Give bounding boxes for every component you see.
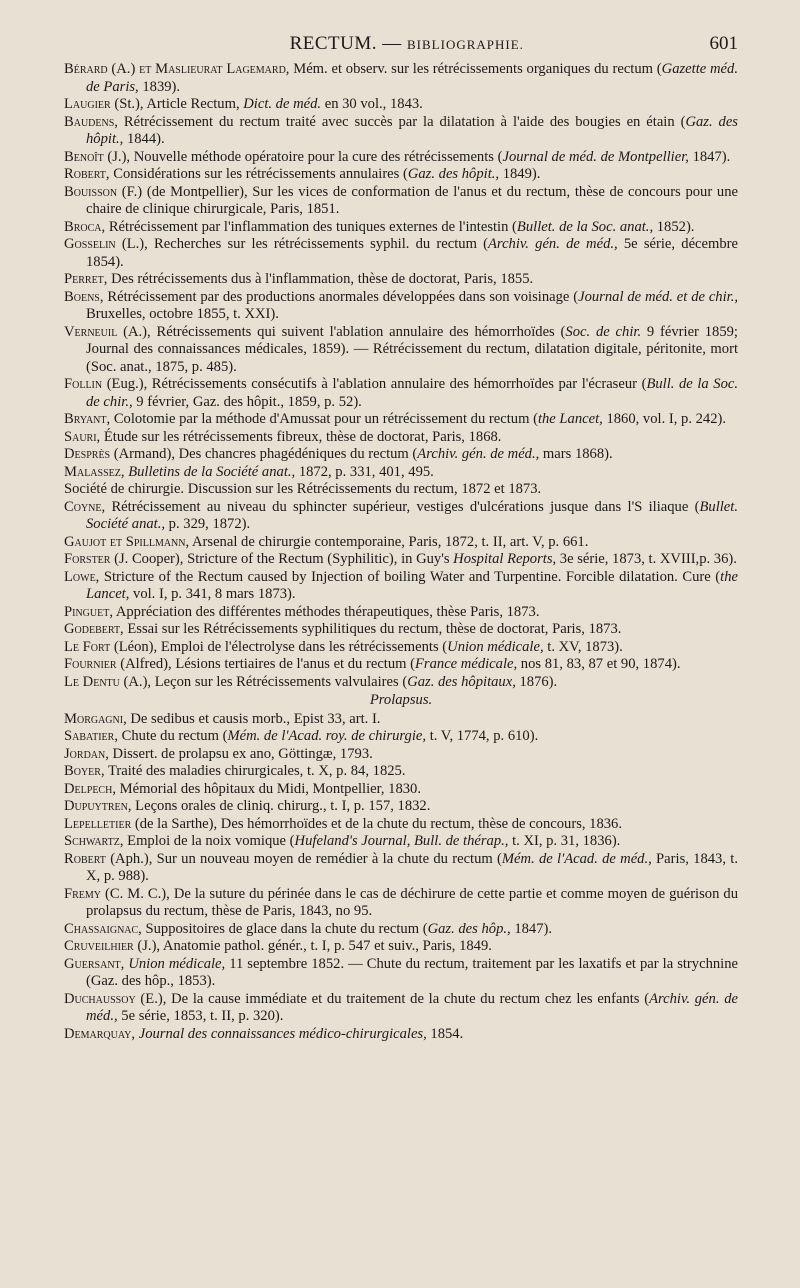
bibliography-entry	[64, 429, 738, 447]
entry-text: Rétrécissement par l'inflammation des tuniques externes de l'intestin (	[105, 218, 517, 235]
entry-text: 1849).	[499, 166, 541, 182]
entry-author: Broca,	[64, 218, 106, 235]
bibliography-entry	[64, 219, 738, 237]
entry-text: Bruxelles, octobre 1855, t. XXI).	[86, 306, 279, 322]
bibliography-entry	[64, 746, 738, 764]
entry-text: (L.), Recherches sur les rétrécissements syphil. du rectum (	[115, 236, 489, 252]
entry-author: Fremy	[64, 885, 102, 902]
entry-author: Chassaignac,	[64, 920, 142, 937]
entry-text: (Léon), Emploi de l'électrolyse dans les rétrécissements (	[110, 638, 448, 655]
entry-text: 1876).	[515, 673, 558, 690]
entry-text: 1844).	[123, 131, 165, 147]
entry-text: 3e série, 1873, t. XVIII,p. 36).	[556, 551, 737, 567]
entry-text: (de la Sarthe), Des hémorrhoïdes et de la chute du rectum, thèse de concours, 1836.	[131, 815, 623, 832]
entry-source: Union médicale,	[447, 638, 544, 655]
entry-text: Rétrécissement au niveau du sphincter supérieur, vestiges d'ulcérations jusque dans l'S iliaque (	[105, 498, 700, 515]
entry-text: Stricture of the Rectum caused by Injection of boiling Water and Turpentine. Forcible dilatation. Cure (	[99, 568, 721, 585]
entry-source: Archiv. gén. de méd.,	[86, 990, 738, 1024]
entry-author: Gaujot et Spillmann,	[64, 533, 190, 550]
entry-author: Godebert,	[64, 621, 124, 637]
bibliography-entry	[64, 411, 738, 429]
entry-source: France médicale,	[415, 656, 518, 672]
entry-author: Delpech,	[64, 780, 116, 797]
bibliography-entry	[64, 376, 738, 411]
bibliography-entry	[64, 639, 738, 657]
bibliography-entry	[64, 816, 738, 834]
entry-text: Appréciation des différentes méthodes thérapeutiques, thèse Paris, 1873.	[112, 603, 540, 620]
entry-text: Étude sur les rétrécissements fibreux, thèse de doctorat, Paris, 1868.	[100, 428, 502, 445]
entry-text: Rétrécissement par des productions anormales développées dans son voisinage (	[103, 288, 579, 305]
entry-text: (A.), Rétrécissements qui suivent l'ablation annulaire des hémorrhoïdes (	[117, 323, 566, 340]
entry-author: Forster	[64, 551, 111, 567]
entry-text: (A.), Leçon sur les Rétrécissements valvulaires (	[119, 673, 408, 690]
entry-text: Paris, 1843, t. X, p. 988).	[86, 850, 738, 884]
entry-author: Dupuytren,	[64, 798, 132, 814]
entry-author: Le Dentu	[64, 673, 120, 690]
entry-text: (Alfred), Lésions tertiaires de l'anus et du rectum (	[116, 656, 416, 672]
entry-text: vol. I, p. 341, 8 mars 1873).	[129, 586, 296, 602]
bibliography-entry	[64, 481, 738, 499]
entry-author: Guersant,	[64, 955, 125, 972]
entry-source: Mém. de l'Acad. de méd.,	[501, 850, 652, 867]
bibliography-entry	[64, 851, 738, 886]
entry-author: Bryant,	[64, 411, 111, 427]
entry-text: Considérations sur les rétrécissements annulaires (	[109, 166, 408, 182]
entry-author: Sauri,	[64, 428, 101, 445]
bibliography-entry	[64, 886, 738, 921]
entry-text: t. XV, 1873).	[543, 638, 623, 655]
entry-text: (C. M. C.), De la suture du périnée dans le cas de déchirure de cette partie et comme moyen de guérison du prolapsus du rectum, thèse de Paris, 1843, no 95.	[86, 885, 738, 919]
bibliography-entry	[64, 96, 738, 114]
entry-text: Suppositoires de glace dans la chute du rectum (	[141, 920, 428, 937]
entry-text: (F.) (de Montpellier), Sur les vices de conformation de l'anus et du rectum, thèse de concours pour une chaire de clinique chirurgicale, Paris, 1851.	[86, 183, 738, 217]
entry-text: 1847).	[688, 148, 731, 165]
bibliography-entry	[64, 674, 738, 692]
entry-author: Laugier	[64, 96, 111, 112]
entry-author: Bouisson	[64, 183, 118, 200]
page-number: 601	[709, 33, 738, 54]
entry-author: Coyne,	[64, 498, 106, 515]
entry-text: (Eug.), Rétrécissements consécutifs à l'ablation annulaire des hémorrhoïdes par l'écraseur (	[102, 376, 647, 392]
entry-source: Union médicale,	[128, 955, 226, 972]
bibliography-entry	[64, 464, 738, 482]
entry-author: Desprès	[64, 446, 111, 462]
entry-source: Dict. de méd.	[243, 96, 322, 112]
bibliography-entry	[64, 324, 738, 377]
bibliography-entry	[64, 236, 738, 271]
entry-source: Soc. de chir.	[565, 323, 642, 340]
entry-text: Des rétrécissements dus à l'inflammation, thèse de doctorat, Paris, 1855.	[107, 271, 534, 287]
entry-text: 9 février 1859; Journal des connaissances médicales, 1859). — Rétrécissement du rectum, dilatation digitale, péritonite, mort (Soc. anat., 1875, p. 485).	[86, 323, 738, 375]
entry-author: Jordan,	[64, 745, 109, 762]
entry-author: Robert,	[64, 166, 110, 182]
entry-text: Arsenal de chirurgie contemporaine, Paris, 1872, t. II, art. V, p. 661.	[189, 533, 589, 550]
entry-source: Archiv. gén. de méd.,	[488, 236, 618, 252]
entry-author: Lepelletier	[64, 815, 132, 832]
entry-source: Gaz. des hôp.,	[427, 920, 511, 937]
entry-text: p. 329, 1872).	[165, 516, 251, 532]
entry-text: Mém. et observ. sur les rétrécissements organiques du rectum (	[289, 61, 662, 77]
entry-source: Gaz. des hôpit.,	[407, 166, 500, 182]
entry-author: Lowe,	[64, 568, 100, 585]
entry-text: Dissert. de prolapsu ex ano, Göttingæ, 1793.	[108, 745, 373, 762]
bibliography-entry	[64, 184, 738, 219]
entry-source: Gaz. des hôpit.,	[86, 113, 738, 147]
entry-text: Traité des maladies chirurgicales, t. X, p. 84, 1825.	[104, 763, 406, 779]
bibliography-entry	[64, 921, 738, 939]
entry-author: Fournier	[64, 656, 117, 672]
entry-source: Hospital Reports,	[453, 551, 557, 567]
entry-text: 1839).	[138, 78, 181, 95]
entry-text: (J.), Nouvelle méthode opératoire pour la cure des rétrécissements (	[103, 148, 503, 165]
bibliography-entry	[64, 61, 738, 96]
entry-source: Archiv. gén. de méd.,	[417, 446, 540, 462]
entry-source: Mém. de l'Acad. roy. de chirurgie,	[227, 728, 427, 744]
entry-author: Perret,	[64, 271, 108, 287]
entry-text: 1847).	[510, 920, 553, 937]
bibliography-list-stricture	[64, 61, 738, 691]
entry-source: Bullet. Société anat.,	[86, 498, 738, 532]
bibliography-entry	[64, 938, 738, 956]
entry-text: 5e série, décembre 1854).	[86, 236, 738, 270]
entry-text: 1852).	[653, 218, 695, 235]
bibliography-entry	[64, 114, 738, 149]
entry-text: Rétrécissement du rectum traité avec succès par la dilatation à l'aide des bougies en étain (	[117, 113, 686, 130]
page-header	[64, 32, 738, 57]
entry-source: Journal de méd. de Montpellier,	[502, 148, 689, 165]
entry-author: Cruveilhier	[64, 938, 134, 954]
entry-author: Benoît	[64, 148, 104, 165]
entry-text: Colotomie par la méthode d'Amussat pour un rétrécissement du rectum (	[110, 411, 538, 427]
bibliography-entry	[64, 621, 738, 639]
bibliography-entry	[64, 166, 738, 184]
entry-author: Gosselin	[64, 236, 116, 252]
entry-author: Morgagni,	[64, 710, 127, 727]
entry-text: 9 février, Gaz. des hôpit., 1859, p. 52).	[132, 393, 362, 410]
entry-author: Demarquay,	[64, 1025, 136, 1042]
entry-text: 1860, vol. I, p. 242).	[602, 411, 727, 427]
bibliography-entry	[64, 446, 738, 464]
entry-text: 1854.	[426, 1025, 464, 1042]
entry-source: Journal de méd. et de chir.,	[578, 288, 739, 305]
entry-author: Pinguet,	[64, 603, 113, 620]
entry-text: t. XI, p. 31, 1836).	[508, 833, 621, 849]
running-title: RECTUM. — BIBLIOGRAPHIE.	[289, 33, 524, 54]
entry-text: Essai sur les Rétrécissements syphilitiques du rectum, thèse de doctorat, Paris, 1873.	[123, 621, 622, 637]
entry-author: Verneuil	[64, 323, 118, 340]
bibliography-list-prolapsus	[64, 711, 738, 1044]
entry-author: Boens,	[64, 288, 104, 305]
entry-author: Sabatier,	[64, 728, 118, 744]
entry-source: the Lancet,	[537, 411, 603, 427]
entry-author: Bérard (A.) et Maslieurat Lagemard,	[64, 61, 290, 77]
entry-source: Bullet. de la Soc. anat.,	[516, 218, 654, 235]
entry-text: Société de chirurgie. Discussion sur les Rétrécissements du rectum, 1872 et 1873.	[64, 481, 542, 497]
bibliography-entry	[64, 798, 738, 816]
entry-text: (St.), Article Rectum,	[110, 96, 244, 112]
entry-text: Chute du rectum (	[118, 728, 228, 744]
entry-text: mars 1868).	[539, 446, 613, 462]
entry-author: Boyer,	[64, 763, 105, 779]
entry-source: Hufeland's Journal, Bull. de thérap.,	[294, 833, 509, 849]
entry-author: Malassez,	[64, 463, 125, 480]
section-title: Prolapsus.	[369, 692, 433, 708]
bibliography-entry	[64, 763, 738, 781]
bibliography-entry	[64, 956, 738, 991]
bibliography-entry	[64, 604, 738, 622]
bibliography-entry	[64, 534, 738, 552]
bibliography-entry	[64, 551, 738, 569]
entry-text: 5e série, 1853, t. II, p. 320).	[117, 1008, 284, 1024]
entry-source: Gazette méd. de Paris,	[86, 61, 738, 95]
entry-text: 1872, p. 331, 401, 495.	[295, 463, 434, 480]
entry-text: (J.), Anatomie pathol. génér., t. I, p. 547 et suiv., Paris, 1849.	[133, 938, 492, 954]
bibliography-entry	[64, 289, 738, 324]
entry-text: (Aph.), Sur un nouveau moyen de remédier à la chute du rectum (	[105, 850, 502, 867]
entry-author: Robert	[64, 850, 106, 867]
entry-author: Duchaussoy	[64, 990, 136, 1007]
entry-source: Gaz. des hôpitaux,	[407, 673, 516, 690]
bibliography	[64, 61, 738, 1043]
bibliography-entry	[64, 728, 738, 746]
bibliography-entry	[64, 991, 738, 1026]
entry-author: Baudens,	[64, 113, 118, 130]
entry-text: 11 septembre 1852. — Chute du rectum, traitement par les laxatifs et par la strychnine (Gaz. des hôp., 1853).	[86, 955, 738, 989]
bibliography-entry	[64, 149, 738, 167]
entry-text: (Armand), Des chancres phagédéniques du rectum (	[110, 446, 418, 462]
entry-source: Bull. de la Soc. de chir.,	[86, 376, 738, 410]
bibliography-entry	[64, 569, 738, 604]
entry-text: (J. Cooper), Stricture of the Rectum (Syphilitic), in Guy's	[110, 551, 454, 567]
entry-text: en 30 vol., 1843.	[321, 96, 423, 112]
entry-source: Journal des connaissances médico-chirurgicales,	[138, 1025, 427, 1042]
entry-text: Mémorial des hôpitaux du Midi, Montpellier, 1830.	[115, 780, 422, 797]
entry-source: the Lancet,	[86, 568, 738, 602]
entry-text: nos 81, 83, 87 et 90, 1874).	[517, 656, 681, 672]
entry-source: Bulletins de la Société anat.,	[128, 463, 296, 480]
bibliography-entry	[64, 781, 738, 799]
entry-author: Schwartz,	[64, 833, 124, 849]
bibliography-entry	[64, 1026, 738, 1044]
entry-text: (E.), De la cause immédiate et du traitement de la chute du rectum chez les enfants (	[135, 990, 650, 1007]
entry-text: t. V, 1774, p. 610).	[426, 728, 539, 744]
entry-author: Follin	[64, 376, 103, 392]
bibliography-entry	[64, 833, 738, 851]
entry-text: Emploi de la noix vomique (	[123, 833, 295, 849]
bibliography-entry	[64, 271, 738, 289]
entry-author: Le Fort	[64, 638, 111, 655]
bibliography-entry	[64, 656, 738, 674]
bibliography-entry	[64, 711, 738, 729]
entry-text: Leçons orales de cliniq. chirurg., t. I, p. 157, 1832.	[131, 798, 431, 814]
entry-text: De sedibus et causis morb., Epist 33, art. I.	[126, 710, 381, 727]
bibliography-entry	[64, 499, 738, 534]
